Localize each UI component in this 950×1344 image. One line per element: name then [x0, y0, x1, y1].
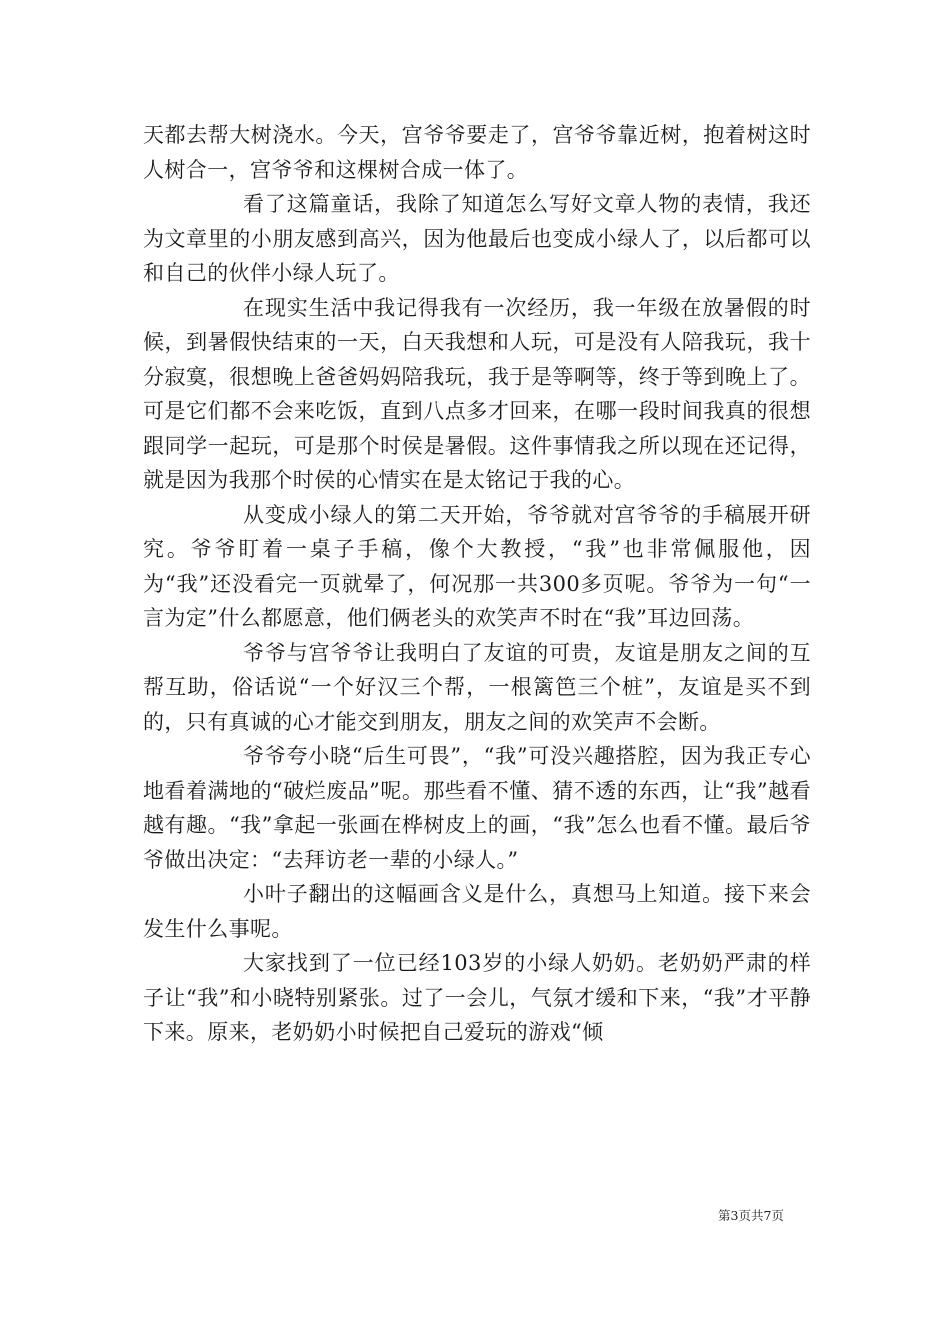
paragraph-7: 小叶子翻出的这幅画含义是什么，真想马上知道。接下来会发生什么事呢。: [143, 882, 811, 941]
paragraph-1: 天都去帮大树浇水。今天，宫爷爷要走了，宫爷爷靠近树，抱着树这时人树合一，宫爷爷和这棵树合成一体了。: [143, 123, 811, 182]
paragraph-2: 看了这篇童话，我除了知道怎么写好文章人物的表情，我还为文章里的小朋友感到高兴，因为他最后也变成小绿人了，以后都可以和自己的伙伴小绿人玩了。: [143, 192, 811, 285]
paragraph-8: 大家找到了一位已经103岁的小绿人奶奶。老奶奶严肃的样子让“我”和小晓特别紧张。过了一会儿，气氛才缓和下来，“我”才平静下来。原来，老奶奶小时候把自己爱玩的游戏“倾: [143, 951, 811, 1044]
page-number-footer: 第3页共7页: [718, 1208, 784, 1223]
paragraph-6: 爷爷夸小晓“后生可畏”，“我”可没兴趣搭腔，因为我正专心地看着满地的“破烂废品”呢。那些看不懂、猜不透的东西，让“我”越看越有趣。“我”拿起一张画在桦树皮上的画，“我”怎么也看不懂。最后爷爷做出决定：“去拜访老一辈的小绿人。”: [143, 744, 811, 872]
document-body: [143, 118, 811, 1050]
paragraph-4: 从变成小绿人的第二天开始，爷爷就对宫爷爷的手稿展开研究。爷爷盯着一桌子手稿，像个大教授，“我”也非常佩服他，因为“我”还没看完一页就晕了，何况那一共300多页呢。爷爷为一句“一言为定”什么都愿意，他们俩老头的欢笑声不时在“我”耳边回荡。: [143, 502, 811, 630]
paragraph-5: 爷爷与宫爷爷让我明白了友谊的可贵，友谊是朋友之间的互帮互助，俗话说“一个好汉三个帮，一根篱笆三个桩”，友谊是买不到的，只有真诚的心才能交到朋友，朋友之间的欢笑声不会断。: [143, 640, 811, 734]
paragraph-3: 在现实生活中我记得我有一次经历，我一年级在放暑假的时候，到暑假快结束的一天，白天我想和人玩，可是没有人陪我玩，我十分寂寞，很想晚上爸爸妈妈陪我玩，我于是等啊等，终于等到晚上了。可是它们都不会来吃饭，直到八点多才回来，在哪一段时间我真的很想跟同学一起玩，可是那个时侯是暑假。这件事情我之所以现在还记得，就是因为我那个时侯的心情实在是太铭记于我的心。: [143, 295, 811, 492]
